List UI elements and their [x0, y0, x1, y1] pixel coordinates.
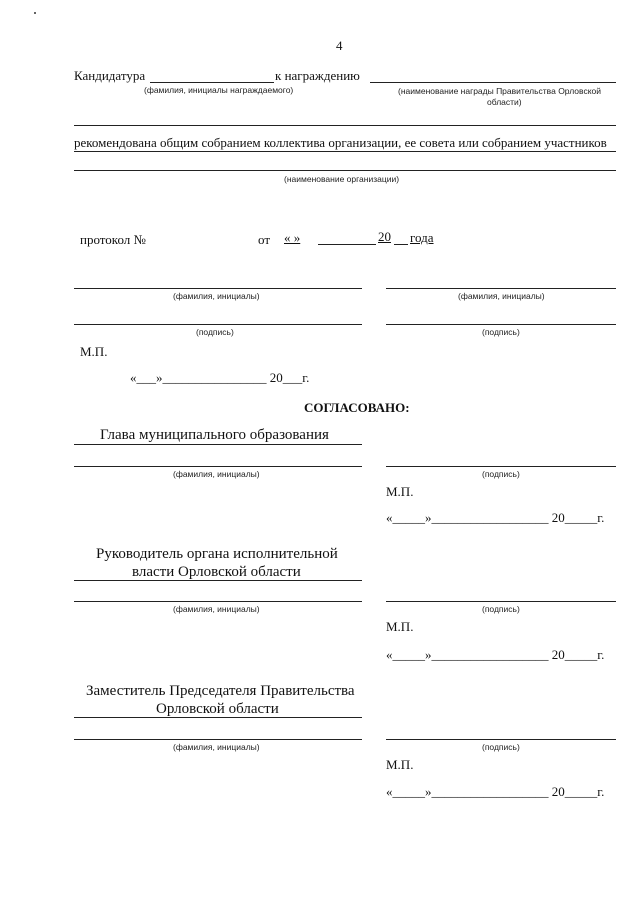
protocol-label: протокол №	[80, 232, 146, 247]
sig1-date-line: «___»________________ 20___г.	[130, 370, 310, 385]
block2-title-underline	[74, 580, 362, 581]
block1-name-caption: (фамилия, инициалы)	[173, 469, 260, 479]
protocol-year-prefix: 20	[378, 229, 391, 244]
award-caption-line1: (наименование награды Правительства Орловской	[398, 86, 601, 96]
candidate-name-line	[150, 82, 274, 83]
protocol-year-word: года	[410, 230, 434, 245]
block2-title-line2: власти Орловской области	[132, 564, 301, 580]
to-award-label: к награждению	[275, 68, 360, 83]
block3-signature-line	[386, 739, 616, 740]
organization-caption: (наименование организации)	[284, 174, 400, 184]
recommended-text: рекомендована общим собранием коллектива организации, ее совета или собранием участников	[74, 135, 607, 150]
protocol-year-line	[394, 244, 408, 245]
block2-mp: М.П.	[386, 619, 414, 634]
block1-signature-line	[386, 466, 616, 467]
sig1-left-signature-line	[74, 324, 362, 325]
block3-title-underline	[74, 717, 362, 718]
block3-name-caption: (фамилия, инициалы)	[173, 742, 260, 752]
candidate-name-caption: (фамилия, инициалы награждаемого)	[144, 85, 294, 95]
block3-title-line1: Заместитель Председателя Правительства	[86, 683, 355, 699]
block2-signature-caption: (подпись)	[482, 604, 520, 614]
block2-signature-line	[386, 601, 616, 602]
protocol-month-line	[318, 244, 376, 245]
award-name-line	[370, 82, 616, 83]
block2-title-line1: Руководитель органа исполнительной	[96, 546, 338, 562]
award-caption-line2: области)	[487, 97, 522, 107]
block1-title: Глава муниципального образования	[100, 427, 329, 443]
block1-name-line	[74, 466, 362, 467]
block1-signature-caption: (подпись)	[482, 469, 520, 479]
award-continuation-line	[74, 125, 616, 126]
sig1-right-signature-caption: (подпись)	[482, 327, 520, 337]
agreed-heading: СОГЛАСОВАНО:	[304, 400, 410, 415]
sig1-mp: М.П.	[80, 344, 108, 359]
block1-date-line: «_____»__________________ 20_____г.	[386, 510, 605, 525]
block1-title-underline	[74, 444, 362, 445]
protocol-date-quotes: « »	[284, 230, 301, 245]
sig1-right-name-line	[386, 288, 616, 289]
sig1-right-signature-line	[386, 324, 616, 325]
block1-mp: М.П.	[386, 484, 414, 499]
scan-dot	[34, 12, 36, 14]
page-number: 4	[336, 38, 343, 53]
block3-date-line: «_____»__________________ 20_____г.	[386, 784, 605, 799]
sig1-right-name-caption: (фамилия, инициалы)	[458, 291, 545, 301]
protocol-from: от	[258, 232, 271, 247]
recommended-underline	[74, 151, 616, 152]
block3-name-line	[74, 739, 362, 740]
sig1-left-signature-caption: (подпись)	[196, 327, 234, 337]
candidate-label: Кандидатура	[74, 68, 146, 83]
sig1-left-name-line	[74, 288, 362, 289]
block3-title-line2: Орловской области	[156, 701, 279, 717]
block2-name-line	[74, 601, 362, 602]
block2-name-caption: (фамилия, инициалы)	[173, 604, 260, 614]
block3-mp: М.П.	[386, 757, 414, 772]
block2-date-line: «_____»__________________ 20_____г.	[386, 647, 605, 662]
block3-signature-caption: (подпись)	[482, 742, 520, 752]
sig1-left-name-caption: (фамилия, инициалы)	[173, 291, 260, 301]
organization-name-line	[74, 170, 616, 171]
